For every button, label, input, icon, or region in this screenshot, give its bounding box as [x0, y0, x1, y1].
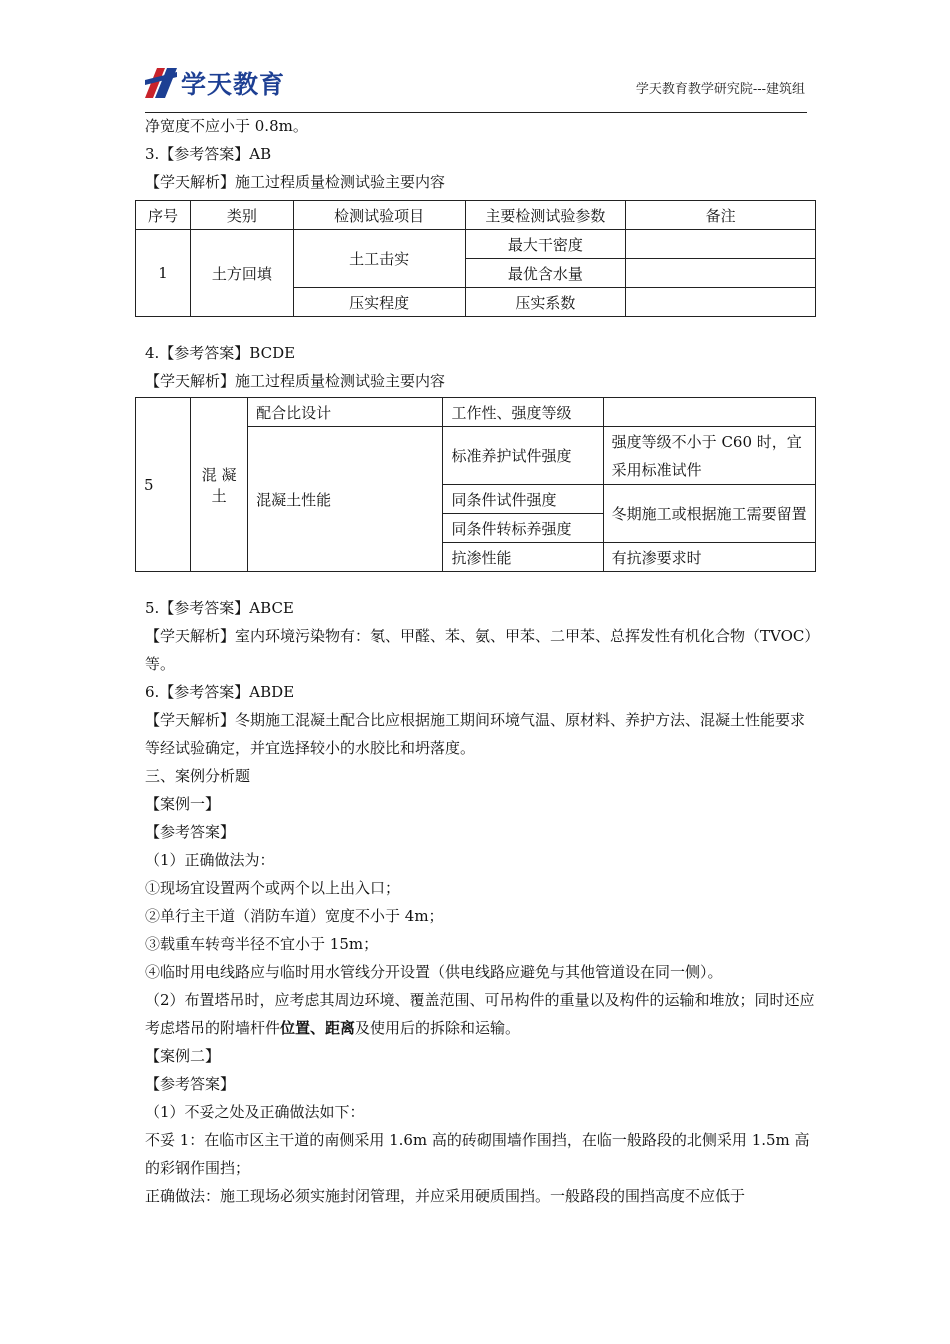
header-institute: 学天教育教学研究院---建筑组	[635, 82, 805, 97]
analysis-3: 【学天解析】施工过程质量检测试验主要内容	[145, 173, 446, 191]
table-cell: 抗渗性能	[443, 543, 603, 572]
table-cell: 土工击实	[293, 230, 465, 288]
paragraph	[145, 986, 817, 1042]
table-cell: 5	[136, 398, 191, 572]
table-cell: 最大干密度	[465, 230, 626, 259]
table-cell: 土方回填	[190, 230, 293, 317]
table-header: 类别	[190, 201, 293, 230]
table-cell	[626, 288, 816, 317]
table-cell	[626, 230, 816, 259]
page-content-2	[145, 339, 817, 395]
paragraph: 正确做法：施工现场必须实施封闭管理，并应采用硬质围挡。一般路段的围挡高度不应低于	[145, 1187, 746, 1205]
analysis-5: 【学天解析】室内环境污染物有：氡、甲醛、苯、氨、甲苯、二甲苯、总挥发性有机化合物（TVOC）等。	[145, 627, 812, 673]
page-content	[145, 112, 817, 196]
table-header: 备注	[626, 201, 816, 230]
emphasis-text: 位置、距离	[280, 1019, 356, 1037]
paragraph: （1）正确做法为：	[145, 851, 275, 869]
answer-4: 4.【参考答案】BCDE	[145, 344, 296, 362]
table-cell	[626, 259, 816, 288]
reference-answer-label: 【参考答案】	[145, 823, 236, 841]
table-cell: 强度等级不小于 C60 时，宜采用标准试件	[603, 427, 815, 485]
table-cell: 标准养护试件强度	[443, 427, 603, 485]
list-item: ②单行主干道（消防车道）宽度不小于 4m；	[145, 907, 444, 925]
table-cell: 压实程度	[293, 288, 465, 317]
table-header-row	[136, 201, 816, 230]
table-cell: 压实系数	[465, 288, 626, 317]
paragraph-text: 及使用后的拆除和运输。	[355, 1019, 521, 1037]
table-cell: 同条件试件强度	[443, 485, 603, 514]
list-item: ③载重车转弯半径不宜小于 15m；	[145, 935, 379, 953]
logo-mark-icon	[145, 68, 177, 98]
answer-3: 3.【参考答案】AB	[145, 145, 272, 163]
table-cell: 冬期施工或根据施工需要留置	[603, 485, 815, 543]
table-cell: 混凝土性能	[248, 427, 443, 572]
list-item: ①现场宜设置两个或两个以上出入口；	[145, 879, 401, 897]
table-cell: 1	[136, 230, 191, 317]
logo	[145, 66, 285, 100]
logo-text: 学天教育	[181, 70, 286, 99]
inspection-table-1	[135, 200, 816, 317]
table-cell	[603, 398, 815, 427]
analysis-6: 【学天解析】冬期施工混凝土配合比应根据施工期间环境气温、原材料、养护方法、混凝土性能要求等经试验确定，并宜选择较小的水胶比和坍落度。	[145, 711, 806, 757]
table-header: 检测试验项目	[293, 201, 465, 230]
paragraph: （1）不妥之处及正确做法如下：	[145, 1103, 365, 1121]
answer-5: 5.【参考答案】ABCE	[145, 599, 294, 617]
paragraph: 不妥 1：在临市区主干道的南侧采用 1.6m 高的砖砌围墙作围挡，在临一般路段的北侧采用 1.5m 高的彩钢作围挡；	[145, 1131, 810, 1177]
list-item: ④临时用电线路应与临时用水管线分开设置（供电线路应避免与其他管道设在同一侧）。	[145, 963, 723, 981]
inspection-table-2	[135, 397, 816, 572]
table-row	[136, 230, 816, 259]
analysis-4: 【学天解析】施工过程质量检测试验主要内容	[145, 372, 446, 390]
table-row	[136, 398, 816, 427]
table-cell: 有抗渗要求时	[603, 543, 815, 572]
table-cell: 配合比设计	[248, 398, 443, 427]
page-content-3	[145, 594, 817, 1210]
table-header: 主要检测试验参数	[465, 201, 626, 230]
reference-answer-label: 【参考答案】	[145, 1075, 236, 1093]
page-header	[145, 62, 807, 114]
table-cell: 混 凝 土	[191, 398, 248, 572]
table-cell: 工作性、强度等级	[443, 398, 603, 427]
table-cell: 同条件转标养强度	[443, 514, 603, 543]
answer-6: 6.【参考答案】ABDE	[145, 683, 295, 701]
section-heading: 三、案例分析题	[145, 767, 251, 785]
case-heading: 【案例一】	[145, 795, 221, 813]
table-header: 序号	[136, 201, 191, 230]
table-cell: 最优含水量	[465, 259, 626, 288]
case-heading: 【案例二】	[145, 1047, 221, 1065]
paragraph-text: （2）布置塔吊时，应考虑其周边环境、覆盖范围、可吊构件的重量以及构件的运输和堆放；同时还应考虑塔吊的附墙杆件	[145, 991, 815, 1037]
text-line: 净宽度不应小于 0.8m。	[145, 117, 308, 135]
